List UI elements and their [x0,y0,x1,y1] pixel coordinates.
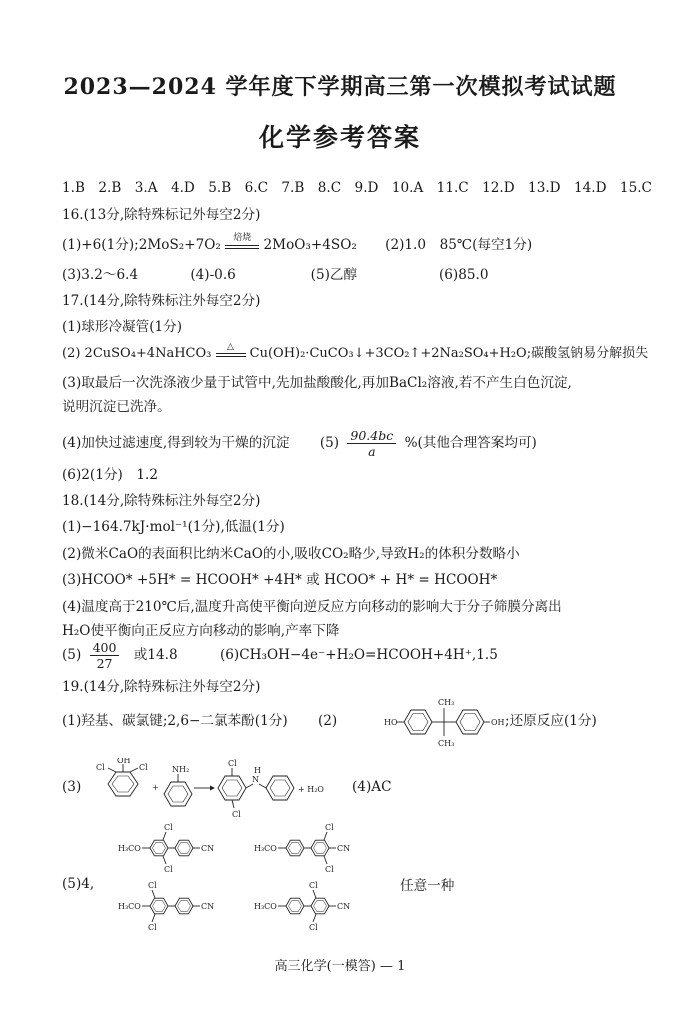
q18-part-2: (2)微米CaO的表面积比纳米CaO的小,吸收CO₂略少,导致H₂的体积分数略小 [62,546,520,562]
mcq-answer: 2.B [98,180,122,196]
n-label: N [252,775,259,784]
q16-condition: 焙烧 [233,232,252,243]
q18-line-5 [62,640,498,671]
plus-sign: + [152,783,159,792]
q16-eq-right: 2MoO₃+4SO₂ [263,237,357,253]
cl-label: Cl [164,823,173,832]
mcq-answer: 7.B [281,180,305,196]
q16-part-6: (6)85.0 [438,267,489,283]
q19-part-2-label: (2) [317,713,338,729]
ch3-label-top: CH₃ [438,698,455,707]
cl-label: Cl [325,865,334,874]
mcq-answer: 10.A [391,180,424,196]
h3co-label: H₃CO [254,844,277,853]
q19-part-5-note: 任意一种 [400,878,455,894]
cl-label: Cl [148,881,157,890]
q17-line-2 [62,341,649,363]
h3co-label: H₃CO [118,844,141,853]
q18-part-5-label: (5) [62,647,82,663]
q17-part-5-label: (5) [319,435,340,451]
q16-line-2 [62,266,489,284]
water-label: + H₂O [298,785,324,794]
q16-header: 16.(13分,除特殊标记外每空2分) [62,207,261,223]
mcq-answer: 13.D [528,180,561,196]
cl-label: Cl [148,923,157,932]
q18-part-4-line-1: (4)温度高于210℃后,温度升高使平衡向逆反应方向移动的影响大于分子筛膜分离出 [62,599,562,615]
q18-part-1: (1)−164.7kJ·mol⁻¹(1分),低温(1分) [62,519,285,535]
cn-label: CN [201,844,215,853]
mcq-answer: 3.A [134,180,158,196]
cl-label-top: Cl [228,759,237,768]
mcq-answer: 11.C [436,180,469,196]
q17-eq-right: Cu(OH)₂·CuCO₃↓+3CO₂↑+2Na₂SO₄+H₂O;碳酸氢钠易分解损失 [249,346,649,361]
ho-label: HO [384,718,398,727]
mcq-answer: 4.D [170,180,195,196]
q17-fraction [347,428,396,459]
oh-label: OH [117,758,131,765]
mcq-answer: 12.D [482,180,515,196]
q17-part-6: (6)2(1分) 1.2 [62,467,158,483]
ch3-label-bottom: CH₃ [438,739,455,748]
q16-part-2: (2)1.0 85℃(每空1分) [385,237,533,253]
q19-header: 19.(14分,除特殊标注外每空2分) [62,679,261,695]
cl-label: Cl [164,865,173,874]
q19-part-4: (4)AC [352,779,392,795]
page-footer: 高三化学(一模答) — 1 [274,959,406,974]
q19-reaction-scheme [86,758,326,822]
q16-part-5: (5)乙醇 [310,267,358,283]
page-subtitle: 化学参考答案 [258,123,421,152]
q17-fraction-numerator: 90.4bc [347,428,396,444]
q17-line-4 [62,428,537,459]
h3co-label: H₃CO [254,902,277,911]
q18-part-6: (6)CH₃OH−4e⁻+H₂O=HCOOH+4H⁺,1.5 [219,647,498,663]
cl-label: Cl [325,823,334,832]
mcq-answer: 1.B [62,180,85,196]
q18-fraction-numerator: 400 [90,640,120,656]
cl-label: Cl [309,923,318,932]
q17-header: 17.(14分,除特殊标注外每空2分) [62,293,261,309]
q17-condition: △ [227,341,234,352]
q17-eq-left: (2) 2CuSO₄+4NaHCO₃ [62,346,212,361]
q18-header: 18.(14分,除特殊标注外每空2分) [62,493,261,509]
q17-fraction-denominator: a [368,444,376,459]
q17-part-3-line-2: 说明沉淀已洗净。 [62,399,171,415]
h-label: H [254,766,261,775]
mcq-answer: 9.D [354,180,379,196]
q18-part-3: (3)HCOO* +5H* = HCOOH* +4H* 或 HCOO* + H* = HCOOH* [62,572,498,588]
q19-part-1: (1)羟基、碳氯键;2,6−二氯苯酚(1分) [62,713,288,729]
q16-line-1 [62,232,533,254]
mcq-answer: 5.B [208,180,232,196]
cl-label-left: Cl [96,763,105,772]
nh2-label: NH₂ [172,765,190,774]
cl-label: Cl [309,881,318,890]
q19-part-3-label: (3) [62,779,82,795]
q19-line-1 [62,712,337,730]
q16-part-3: (3)3.2～6.4 [62,267,139,283]
q19-part-5-label: (5)4, [62,876,95,892]
mcq-answer: 6.C [244,180,268,196]
mcq-answer: 15.C [619,180,652,196]
q18-part-4-line-2: H₂O使平衡向正反应方向移动的影响,产率下降 [62,623,340,639]
q17-part-4: (4)加快过滤速度,得到较为干燥的沉淀 [62,435,290,451]
q17-part-3-line-1: (3)取最后一次洗涤液少量于试管中,先加盐酸酸化,再加BaCl₂溶液,若不产生白色沉淀, [62,375,572,391]
q16-part-4: (4)-0.6 [190,267,236,283]
cl-label-right: Cl [139,763,148,772]
q16-eq-left: (1)+6(1分);2MoS₂+7O₂ [62,237,221,253]
mcq-answer: 14.D [573,180,607,196]
cn-label: CN [201,902,215,911]
cn-label: CN [337,844,351,853]
mcq-answer: 8.C [317,180,342,196]
mcq-answer-row [62,180,652,196]
exam-title: 2023—2024 学年度下学期高三第一次模拟考试试题 [63,74,617,100]
q18-fraction-denominator: 27 [96,656,113,671]
reaction-condition-arrow [225,232,259,249]
q18-part-5-alt: 或14.8 [133,647,178,663]
bisphenol-structure [384,694,524,750]
q17-part-5-note: %(其他合理答案均可) [404,435,537,451]
oh-label: OH [491,718,505,727]
isomer-structures [118,822,408,934]
h3co-label: H₃CO [118,902,141,911]
cn-label: CN [337,902,351,911]
q19-part-2-note: ;还原反应(1分) [505,713,597,729]
q17-part-1: (1)球形冷凝管(1分) [62,319,183,335]
q18-fraction [90,640,120,671]
cl-label-bottom: Cl [232,810,241,819]
reaction-condition-arrow [216,341,246,357]
